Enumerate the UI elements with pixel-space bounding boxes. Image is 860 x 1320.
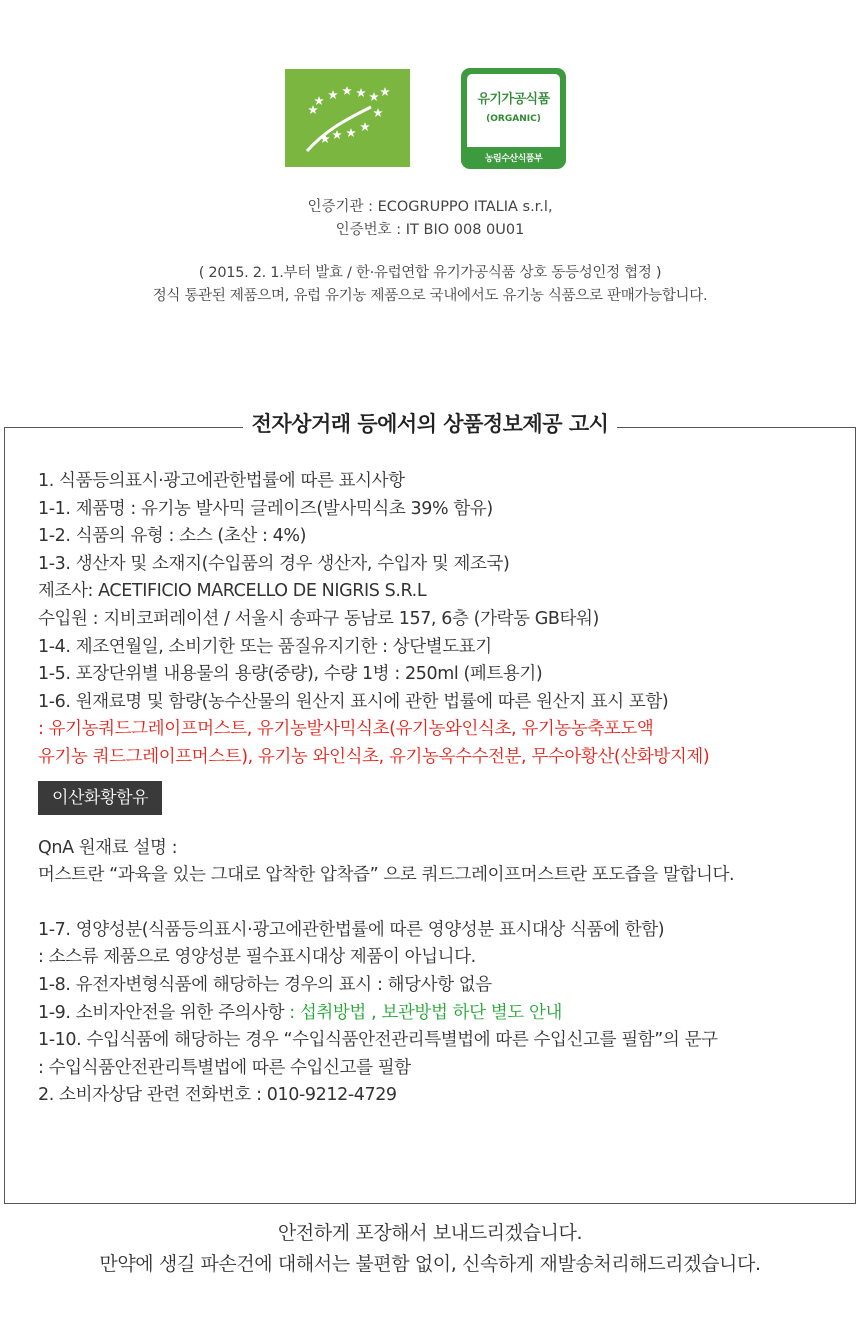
info-line: : 소스류 제품으로 영양성분 필수표시대상 제품이 아닙니다. [38, 947, 476, 968]
info-line: 2. 소비자상담 관련 전화번호 : 010-9212-4729 [38, 1085, 397, 1106]
notice-line-2: 정식 통관된 제품으며, 유럽 유기농 제품으로 국내에서도 유기농 식품으로 판매가능합니다. [152, 288, 708, 304]
ingredients-line: : 유기농쿼드그레이프머스트, 유기농발사믹식초(유기농와인식초, 유기농농축포도액 [38, 719, 654, 740]
korea-logo-subtitle: (ORGANIC) [486, 114, 541, 124]
info-line: 제조사: ACETIFICIO MARCELLO DE NIGRIS S.R.L [38, 581, 427, 602]
info-line: 1-7. 영양성분(식품등의표시·광고에관한법률에 따른 영양성분 표시대상 식품에 한함) [38, 919, 665, 940]
product-info-title-text: 전자상거래 등에서의 상품정보제공 고시 [243, 408, 618, 440]
certification-agency: 인증기관 : ECOGRUPPO ITALIA s.r.l, [307, 199, 553, 215]
info-line: 1-3. 생산자 및 소재지(수입품의 경우 생산자, 수입자 및 제조국) [38, 553, 510, 574]
info-line: 수입원 : 지비코퍼레이션 / 서울시 송파구 동남로 157, 6층 (가락동 GB타워) [38, 608, 599, 629]
caution-line [38, 1000, 838, 1028]
info-line: 1-10. 수입식품에 해당하는 경우 “수입식품안전관리특별법에 따른 수입신고를 필함”의 문구 [38, 1030, 718, 1051]
notice-line-1: ( 2015. 2. 1.부터 발효 / 한·유럽연합 유기가공식품 상호 동등성인정 협정 ) [198, 265, 662, 281]
info-line: 1-6. 원재료명 및 함량(농수산물의 원산지 표시에 관한 법률에 따른 원산지 표시 포함) [38, 691, 669, 712]
certification-info [0, 196, 860, 242]
eu-organic-leaf-icon [285, 69, 410, 167]
caution-value: : 섭취방법 , 보관방법 하단 별도 안내 [284, 1002, 562, 1023]
ingredients-line: 유기농 쿼드그레이프머스트), 유기농 와인식초, 유기농옥수수전분, 무수아황산(산화방지제) [38, 746, 710, 767]
caution-label: 1-9. 소비자안전을 위한 주의사항 [38, 1002, 285, 1023]
certification-number: 인증번호 : IT BIO 008 0U01 [335, 222, 525, 238]
info-line: 1-4. 제조연월일, 소비기한 또는 품질유지기한 : 상단별도표기 [38, 636, 492, 657]
info-line: 1-5. 포장단위별 내용물의 용량(중량), 수량 1병 : 250ml (페트용기) [38, 664, 543, 685]
info-line: 1-1. 제품명 : 유기농 발사믹 글레이즈(발사믹식초 39% 함유) [38, 498, 493, 519]
sulfite-badge: 이산화황함유 [38, 781, 162, 815]
korea-logo-title: 유기가공식품 [477, 92, 550, 107]
product-info-content [38, 468, 838, 1110]
footer-line-2: 만약에 생길 파손건에 대해서는 불편함 없이, 신속하게 재발송처리해드리겠습니다. [99, 1253, 761, 1275]
info-line: : 수입식품안전관리특별법에 따른 수입신고를 필함 [38, 1057, 411, 1078]
qna-line: QnA 원재료 설명 : [38, 837, 178, 858]
info-line: 1. 식품등의표시·광고에관한법률에 따른 표시사항 [38, 471, 405, 491]
shipping-notice [0, 1218, 860, 1280]
info-line: 1-2. 식품의 유형 : 소스 (초산 : 4%) [38, 526, 307, 547]
info-line: 1-8. 유전자변형식품에 해당하는 경우의 표시 : 해당사항 없음 [38, 974, 492, 995]
certification-logos [0, 68, 860, 170]
korea-organic-processed-food-logo [461, 68, 566, 169]
product-info-title [0, 408, 860, 440]
customs-notice [0, 262, 860, 308]
korea-logo-ministry: 농림수산식품부 [484, 154, 543, 164]
qna-line: 머스트란 “과육을 있는 그대로 압착한 압착즙” 으로 쿼드그레이프머스트란 포도즙을 말합니다. [38, 865, 735, 886]
footer-line-1: 안전하게 포장해서 보내드리겠습니다. [277, 1222, 583, 1244]
